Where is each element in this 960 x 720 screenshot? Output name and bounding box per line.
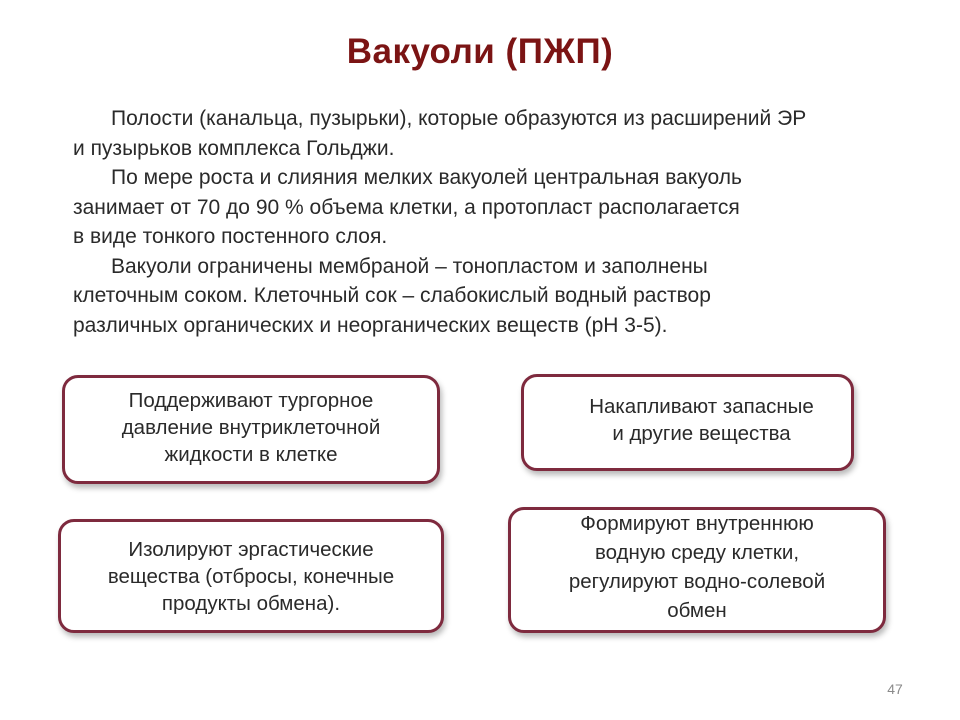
card-isolate-ergastic (58, 519, 444, 633)
card-water-environment (508, 507, 886, 633)
paragraph-2-text: По мере роста и слияния мелких вакуолей центральная вакуоль занимает от 70 до 90 % объема клетки, а протопласт располагается в виде тонкого постенного слоя. (73, 166, 742, 248)
card-storage-substances (521, 374, 854, 471)
card-turgor-pressure-text: Поддерживают тургорное давление внутриклеточной жидкости в клетке (121, 389, 381, 466)
slide-title: Вакуоли (ПЖП) (346, 32, 614, 71)
page-number: 47 (887, 681, 903, 697)
card-isolate-ergastic-text: Изолируют эргастические вещества (отбросы, конечные продукты обмена). (107, 537, 395, 615)
card-storage-substances-text: Накапливают запасные и другие вещества (589, 394, 814, 445)
card-turgor-pressure (62, 375, 440, 484)
paragraph-1-text: Полости (канальца, пузырьки), которые образуются из расширений ЭР и пузырьков комплекса Гольджи. (73, 107, 807, 160)
paragraph-1 (73, 104, 913, 163)
paragraph-2 (73, 163, 913, 252)
body-text (73, 104, 913, 340)
card-water-environment-text: Формируют внутреннюю водную среду клетки, регулируют водно-солевой обмен (568, 512, 826, 622)
paragraph-3 (73, 252, 913, 341)
paragraph-3-text: Вакуоли ограничены мембраной – тонопластом и заполнены клеточным соком. Клеточный сок – слабокислый водный раствор различных органических и неорганических веществ (рН 3-5). (73, 254, 711, 337)
